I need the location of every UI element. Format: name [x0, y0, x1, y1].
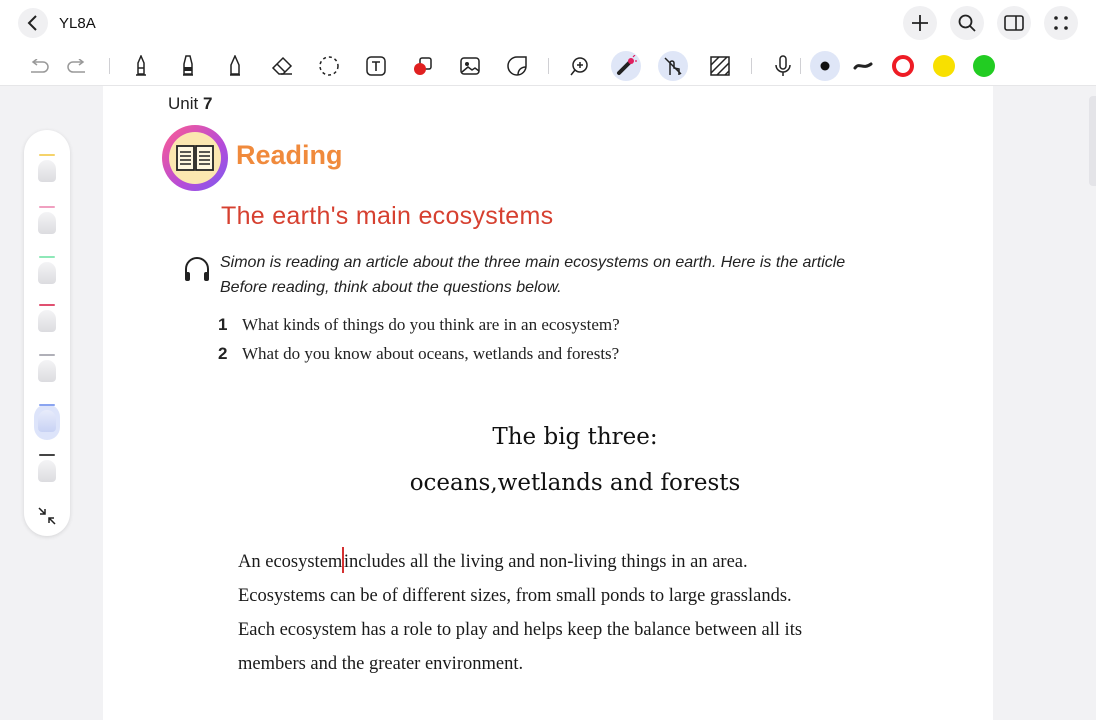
shapes-icon [412, 55, 434, 77]
marker-tool[interactable] [173, 51, 203, 81]
document-title: YL8A [59, 15, 96, 32]
color-swatch-green[interactable] [973, 55, 995, 77]
paragraph-line: members and the greater environment. [238, 654, 524, 674]
undo-button[interactable] [24, 51, 54, 81]
add-button[interactable] [903, 6, 937, 40]
redo-icon [66, 59, 88, 73]
paragraph-text: includes all the living and non-living things in an area. [343, 552, 748, 572]
eraser-tool[interactable] [267, 51, 297, 81]
zoom-icon [569, 55, 591, 77]
question-text: What do you know about oceans, wetlands and forests? [242, 344, 620, 363]
marker-icon [180, 55, 196, 77]
unit-heading [168, 94, 212, 114]
lesson-title: The earth's main ecosystems [221, 202, 554, 230]
article-title-line: The big three: [492, 424, 658, 450]
paragraph-text: An ecosystem [238, 552, 343, 572]
article-paragraph[interactable] [238, 545, 918, 681]
paragraph-line: Each ecosystem has a role to play and helps keep the balance between all its [238, 620, 803, 640]
paragraph-line: Ecosystems can be of different sizes, from small ponds to large grasslands. [238, 586, 792, 606]
hand-draw-tool[interactable] [658, 51, 688, 81]
undo-icon [28, 59, 50, 73]
question-item [218, 344, 619, 364]
split-view-icon [1004, 15, 1024, 31]
hand-touch-icon [662, 55, 684, 77]
sticker-icon [506, 55, 528, 77]
toolbar-divider [751, 58, 752, 74]
intro-line: Before reading, think about the questions below. [220, 279, 562, 296]
toolbar-divider [548, 58, 549, 74]
color-swatch-yellow[interactable] [933, 55, 955, 77]
voice-record-button[interactable] [768, 51, 798, 81]
lasso-tool[interactable] [314, 51, 344, 81]
preset-color-mark [39, 404, 55, 406]
highlighter-icon [227, 55, 243, 77]
shape-tool[interactable] [408, 51, 438, 81]
text-tool[interactable] [361, 51, 391, 81]
reading-book-icon [162, 125, 228, 191]
section-title: Reading [236, 140, 343, 170]
redo-button[interactable] [62, 51, 92, 81]
preset-highlighter-pink[interactable] [34, 206, 60, 242]
question-item [218, 315, 620, 335]
more-button[interactable] [1044, 6, 1078, 40]
preset-color-mark [39, 206, 55, 208]
stroke-size-small[interactable] [810, 51, 840, 81]
dot-size-icon [819, 60, 831, 72]
brush-stroke-icon [853, 60, 873, 72]
search-icon [958, 14, 976, 32]
unit-number: 7 [202, 94, 213, 113]
pattern-tool[interactable] [705, 51, 735, 81]
plus-icon [911, 14, 929, 32]
laser-pointer-tool[interactable] [611, 51, 641, 81]
lasso-icon [318, 55, 340, 77]
collapse-sidebar-button[interactable] [37, 506, 57, 531]
preset-color-mark [39, 454, 55, 456]
laser-pointer-icon [615, 55, 637, 77]
color-swatch-red[interactable] [892, 55, 914, 77]
preset-color-mark [39, 354, 55, 356]
preset-pen-black[interactable] [34, 454, 60, 490]
back-button[interactable] [18, 8, 48, 38]
open-book-icon [175, 143, 215, 173]
text-box-icon [365, 55, 387, 77]
microphone-icon [774, 55, 792, 77]
collapse-arrows-icon [37, 506, 57, 526]
pen-tool[interactable] [126, 51, 156, 81]
preset-pen-blue-selected[interactable] [34, 404, 60, 440]
preset-pen-red[interactable] [34, 304, 60, 340]
preset-pen-gray[interactable] [34, 354, 60, 390]
image-tool[interactable] [455, 51, 485, 81]
preset-highlighter-green[interactable] [34, 256, 60, 292]
image-icon [459, 56, 481, 76]
stroke-style[interactable] [848, 51, 878, 81]
page-scroll-handle[interactable] [1089, 96, 1096, 186]
pen-icon [38, 460, 56, 482]
pen-icon [38, 360, 56, 382]
chevron-left-icon [26, 15, 40, 31]
pen-icon [38, 262, 56, 284]
headphones-icon[interactable] [182, 254, 212, 289]
top-bar [0, 0, 1096, 46]
intro-line: Simon is reading an article about the three main ecosystems on earth. Here is the article [220, 254, 846, 271]
unit-label: Unit [168, 94, 199, 113]
pen-icon [38, 310, 56, 332]
layout-button[interactable] [997, 6, 1031, 40]
pen-icon [133, 55, 149, 77]
preset-color-mark [39, 154, 55, 156]
search-button[interactable] [950, 6, 984, 40]
zoom-tool[interactable] [565, 51, 595, 81]
sticker-tool[interactable] [502, 51, 532, 81]
drawing-toolbar [0, 46, 1096, 86]
toolbar-divider [800, 58, 801, 74]
pen-icon [38, 410, 56, 432]
pen-icon [38, 160, 56, 182]
preset-color-mark [39, 304, 55, 306]
paragraph-line [238, 545, 918, 579]
pen-icon [38, 212, 56, 234]
highlighter-tool[interactable] [220, 51, 250, 81]
pen-presets-sidebar [24, 130, 70, 536]
eraser-icon [271, 56, 293, 76]
intro-text [220, 250, 845, 300]
question-number: 1 [218, 315, 228, 334]
article-title-line: oceans,wetlands and forests [409, 470, 741, 496]
preset-highlighter-yellow[interactable] [34, 154, 60, 190]
hatch-pattern-icon [709, 55, 731, 77]
more-dots-icon [1052, 14, 1070, 32]
question-number: 2 [218, 344, 228, 363]
toolbar-divider [109, 58, 110, 74]
question-text: What kinds of things do you think are in an ecosystem? [242, 315, 620, 334]
preset-color-mark [39, 256, 55, 258]
book-icon-inner [169, 132, 221, 184]
